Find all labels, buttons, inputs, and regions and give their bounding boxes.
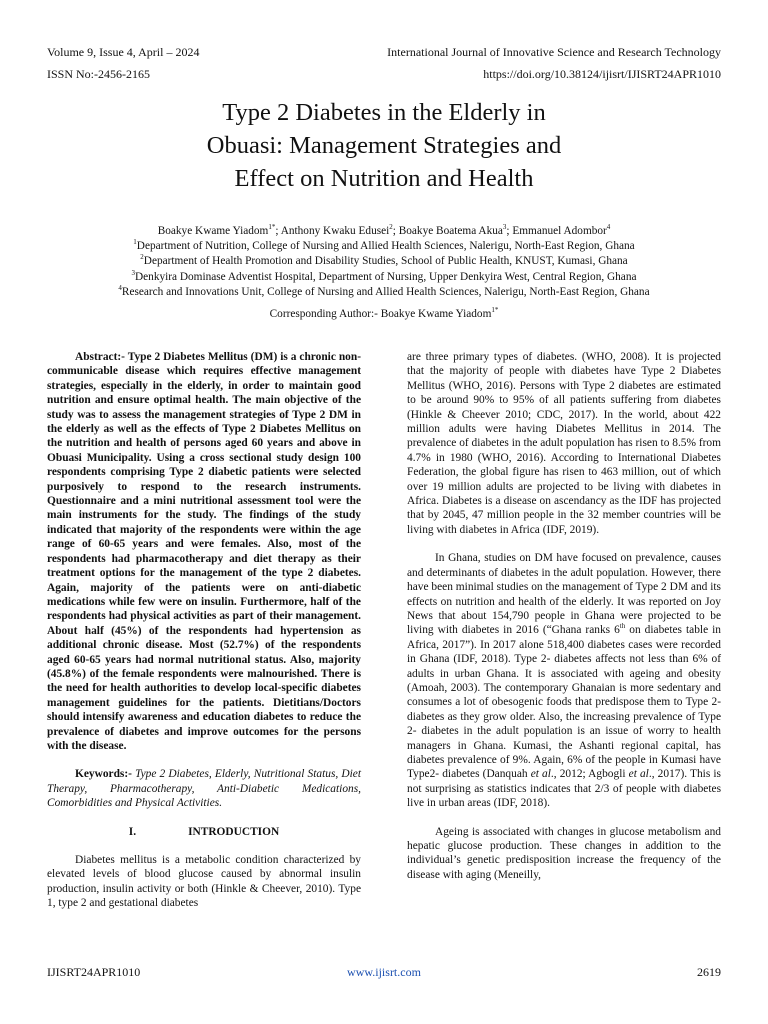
- paper-title: [40, 96, 728, 195]
- intro-paragraph-1: Diabetes mellitus is a metabolic condition characterized by elevated levels of blood glucose caused by abnormal insulin production, insulin activity or both (Hinkle & Cheever, 2010). Type 1, type 2 and gestational diabetes: [47, 854, 361, 910]
- section-heading: I. INTRODUCTION: [128, 825, 280, 838]
- footer-site-link[interactable]: www.ijisrt.com: [347, 965, 421, 979]
- affiliation-2: $^2$Department of Health Promotion and Disability Studies, School of Public Health, KNUST, Kumasi, Ghana: [140, 253, 628, 268]
- title-line-2: Obuasi: Management Strategies and: [206, 132, 562, 159]
- author-block: [40, 224, 728, 300]
- intro-paragraph-1-continued: are three primary types of diabetes. (WHO, 2008). It is projected that the majority of people with diabetes have Type 2 Diabetes Mellitus (WHO, 2016). Persons with Type 2 diabetes are estimated to be around 90% to 95% of all patients suffering from diabetes (Hinkle & Cheever 2010; CDC, 2017). In the world, about 422 million adults were having Diabetes Mellitus in 2014. The prevalence of diabetes in the adult population has risen to 8.5% from 4.7% in 1980 (WHO, 2016). According to International Diabetes Federation, the global figure has risen to 463 million, out of which over 19 million adults are projected to be living with diabetes in Africa. Diabetes is a disease on ascendancy as the IDF has projected that by 2045, 47 million people in the 32 member countries will be living with diabetes in Africa (IDF, 2019).: [407, 351, 721, 536]
- author-names: Boakye Kwame Yiadom$^{1*}$; Anthony Kwaku Edusei$^2$; Boakye Boatema Akua$^3$; Emmanuel Adombor$^4$: [157, 223, 611, 237]
- affiliation-1: $^1$Department of Nutrition, College of Nursing and Allied Health Sciences, Nalerigu, North-East Region, Ghana: [133, 238, 635, 253]
- keywords: Keywords:- Type 2 Diabetes, Elderly, Nutritional Status, Diet Therapy, Pharmacotherapy, Anti-Diabetic Medications, Comorbidities and Physical Activities.: [47, 768, 361, 810]
- title-line-3: Effect on Nutrition and Health: [234, 165, 534, 192]
- journal-name: International Journal of Innovative Science and Research Technology: [387, 45, 721, 59]
- intro-paragraph-2: In Ghana, studies on DM have focused on prevalence, causes and determinants of diabetes in the adult population. However, there have been minimal studies on the management of Type 2 DM and its effects on nutrition and health of the elderly. It was reported on Joy News that about 154,790 people in Ghana were projected to be living with diabetes in 2016 (“Ghana ranks 6th on diabetes table in Africa, 2017”). In 2017 alone 518,400 diabetes cases were recorded in Ghana (IDF, 2018). Type 2- diabetes affects not less than 6% of adults in urban Ghana. It is associated with ageing and obesity (Amoah, 2003). The contemporary Ghanaian is more sedentary and consumes a lot of obesogenic foods that predispose them to Type 2- diabetes as they grow older. Also, the increasing prevalence of Type 2- diabetes in the adult population is an issue of worry to health managers in Ghana. Kumasi, the Ashanti regional capital, has diabetes prevalence of 9%. Again, 6% of the people in Kumasi have Type2- diabetes (Danquah et al., 2012; Agbogli et al., 2017). This is not surprising as statistics indicates that 2/3 of people with diabetes live in urban areas (IDF, 2018).: [407, 552, 721, 810]
- corresponding-author: Corresponding Author:- Boakye Kwame Yiadom$^{1*}$: [269, 306, 499, 320]
- title-line-1: Type 2 Diabetes in the Elderly in: [222, 99, 546, 126]
- issn: ISSN No:-2456-2165: [47, 67, 151, 81]
- left-column: [47, 350, 361, 925]
- volume-info: Volume 9, Issue 4, April – 2024: [47, 45, 200, 59]
- doi-link[interactable]: https://doi.org/10.38124/ijisrt/IJISRT24APR1010: [483, 67, 721, 81]
- affiliation-3: $^3$Denkyira Dominase Adventist Hospital, Department of Nursing, Upper Denkyira West, Central Region, Ghana: [131, 268, 637, 283]
- footer-code: IJISRT24APR1010: [47, 965, 141, 979]
- page-number: 2619: [697, 965, 721, 979]
- right-column: [407, 350, 721, 896]
- intro-paragraph-3: Ageing is associated with changes in glucose metabolism and hepatic glucose production. These changes in addition to the individual’s genetic predisposition increase the frequency of the disease with aging (Meneilly,: [407, 825, 721, 881]
- affiliation-4: $^4$Research and Innovations Unit, College of Nursing and Allied Health Sciences, Nalerigu, North-East Region, Ghana: [118, 284, 650, 298]
- abstract: Abstract:- Type 2 Diabetes Mellitus (DM) is a chronic non-communicable disease which requires effective management strategies, especially in the elderly, in order to maintain good nutrition and ensure optimal health. The main objective of the study was to assess the management strategies of Type 2 DM in the elderly as well as the effects of Type 2 Diabetes Mellitus on the nutrition and health of persons aged 60 years and above in Obuasi Municipality. Using a cross sectional study design 100 respondents comprising Type 2 diabetic patients were selected purposively to respond to the research instruments. Questionnaire and a mini nutritional assessment tool were the main instruments for the study. The findings of the study indicated that majority of the respondents were within the age range of 60-65 years and were females. Also, most of the respondents had pharmacotherapy and diet therapy as their treatment options for the management of the type 2 diabetes. Again, majority of the patients were on anti-diabetic medications while few were on insulin. Furthermore, half of the respondents had physical activities as part of their management. About half (45%) of the respondents had hypertension as additional chronic disease. Most (52.7%) of the respondents aged 60-65 years had normal nutritional status. Also, majority (45.8%) of the female respondents were malnourished. There is the need for health authorities to develop local-specific diabetes management guidelines for the patients. Dietitians/Doctors should intensify awareness and education diabetes to reduce the prevalence of diabetes and improve outcomes for the persons with the disease.: [47, 351, 361, 752]
